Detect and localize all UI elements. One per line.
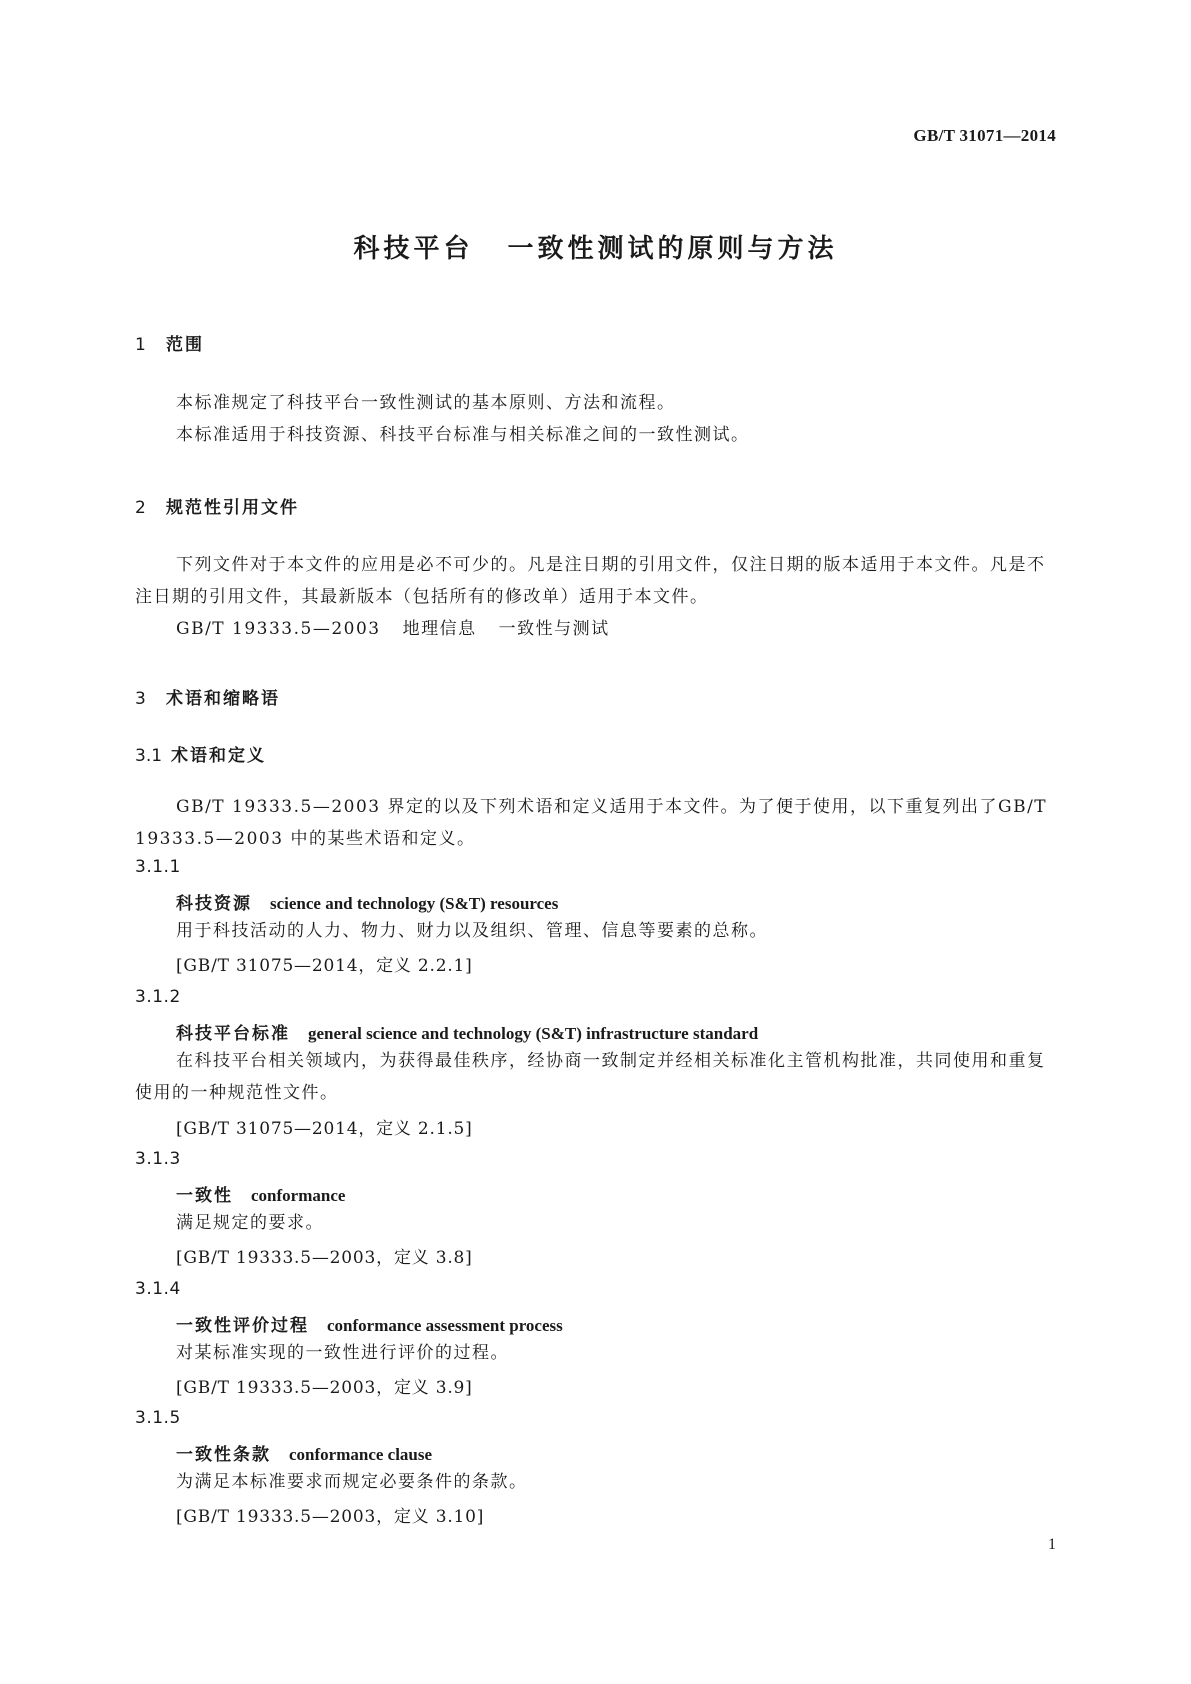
section-title: 术语和定义 [171, 746, 266, 766]
term-source: [GB/T 19333.5—2003，定义 3.10] [176, 1507, 485, 1527]
term-en: science and technology (S&T) resources [270, 894, 559, 913]
section-title: 范围 [166, 335, 204, 355]
term-en: general science and technology (S&T) infrastructure standard [308, 1024, 759, 1043]
section-number: 3.1 [135, 746, 163, 766]
reference-code: GB/T 19333.5—2003 [176, 619, 381, 639]
section-heading-terms-definitions [135, 741, 266, 766]
term-zh: 科技资源 [176, 894, 252, 914]
reference-title-1: 地理信息 [402, 619, 477, 639]
term-source: [GB/T 19333.5—2003，定义 3.8] [176, 1248, 473, 1268]
term-source: [GB/T 31075—2014，定义 2.2.1] [176, 956, 473, 976]
section-heading-terms-abbreviations [135, 684, 280, 709]
term-number: 3.1.2 [135, 987, 181, 1007]
title-part2: 一致性测试的原则与方法 [507, 234, 838, 264]
term-zh: 一致性条款 [176, 1445, 271, 1465]
term-number: 3.1.1 [135, 857, 181, 877]
term-number: 3.1.4 [135, 1279, 181, 1299]
term-zh: 科技平台标准 [176, 1024, 290, 1044]
term-definition: 满足规定的要求。 [176, 1213, 324, 1233]
paragraph: 本标准适用于科技资源、科技平台标准与相关标准之间的一致性测试。 [176, 425, 750, 445]
section-number: 1 [135, 335, 146, 355]
section-heading-normative-references [135, 493, 299, 518]
term-number: 3.1.3 [135, 1149, 181, 1169]
term-source: [GB/T 31075—2014，定义 2.1.5] [176, 1119, 473, 1139]
reference-title-2: 一致性与测试 [498, 619, 610, 639]
paragraph: 本标准规定了科技平台一致性测试的基本原则、方法和流程。 [176, 393, 676, 413]
document-title [0, 228, 1191, 265]
term-definition: 为满足本标准要求而规定必要条件的条款。 [176, 1472, 528, 1492]
paragraph: 下列文件对于本文件的应用是必不可少的。凡是注日期的引用文件，仅注日期的版本适用于本文件。凡是不注日期的引用文件，其最新版本（包括所有的修改单）适用于本文件。 [135, 555, 1046, 607]
term-definition: 对某标准实现的一致性进行评价的过程。 [176, 1343, 509, 1363]
section-number: 2 [135, 498, 146, 518]
title-part1: 科技平台 [353, 234, 474, 264]
term-number: 3.1.5 [135, 1408, 181, 1428]
section-title: 规范性引用文件 [166, 498, 299, 518]
term-zh: 一致性 [176, 1186, 233, 1206]
term-entry [176, 1440, 432, 1465]
page-number: 1 [1048, 1536, 1056, 1553]
paragraph: GB/T 19333.5—2003 界定的以及下列术语和定义适用于本文件。为了便于使用，以下重复列出了GB/T 19333.5—2003 中的某些术语和定义。 [135, 797, 1048, 849]
term-zh: 一致性评价过程 [176, 1316, 309, 1336]
term-entry [176, 1311, 563, 1336]
term-source: [GB/T 19333.5—2003，定义 3.9] [176, 1378, 473, 1398]
term-entry [176, 1181, 345, 1206]
term-entry [176, 889, 558, 914]
term-en: conformance assessment process [327, 1316, 563, 1335]
section-number: 3 [135, 689, 146, 709]
term-en: conformance [251, 1186, 346, 1205]
section-heading-scope [135, 330, 204, 355]
section-title: 术语和缩略语 [166, 689, 280, 709]
term-en: conformance clause [289, 1445, 433, 1464]
standard-code: GB/T 31071—2014 [913, 126, 1056, 145]
normative-reference [176, 613, 610, 645]
term-definition: 在科技平台相关领域内，为获得最佳秩序，经协商一致制定并经相关标准化主管机构批准，共同使用和重复使用的一种规范性文件。 [135, 1051, 1046, 1103]
term-definition: 用于科技活动的人力、物力、财力以及组织、管理、信息等要素的总称。 [176, 921, 768, 941]
term-entry [176, 1019, 758, 1044]
